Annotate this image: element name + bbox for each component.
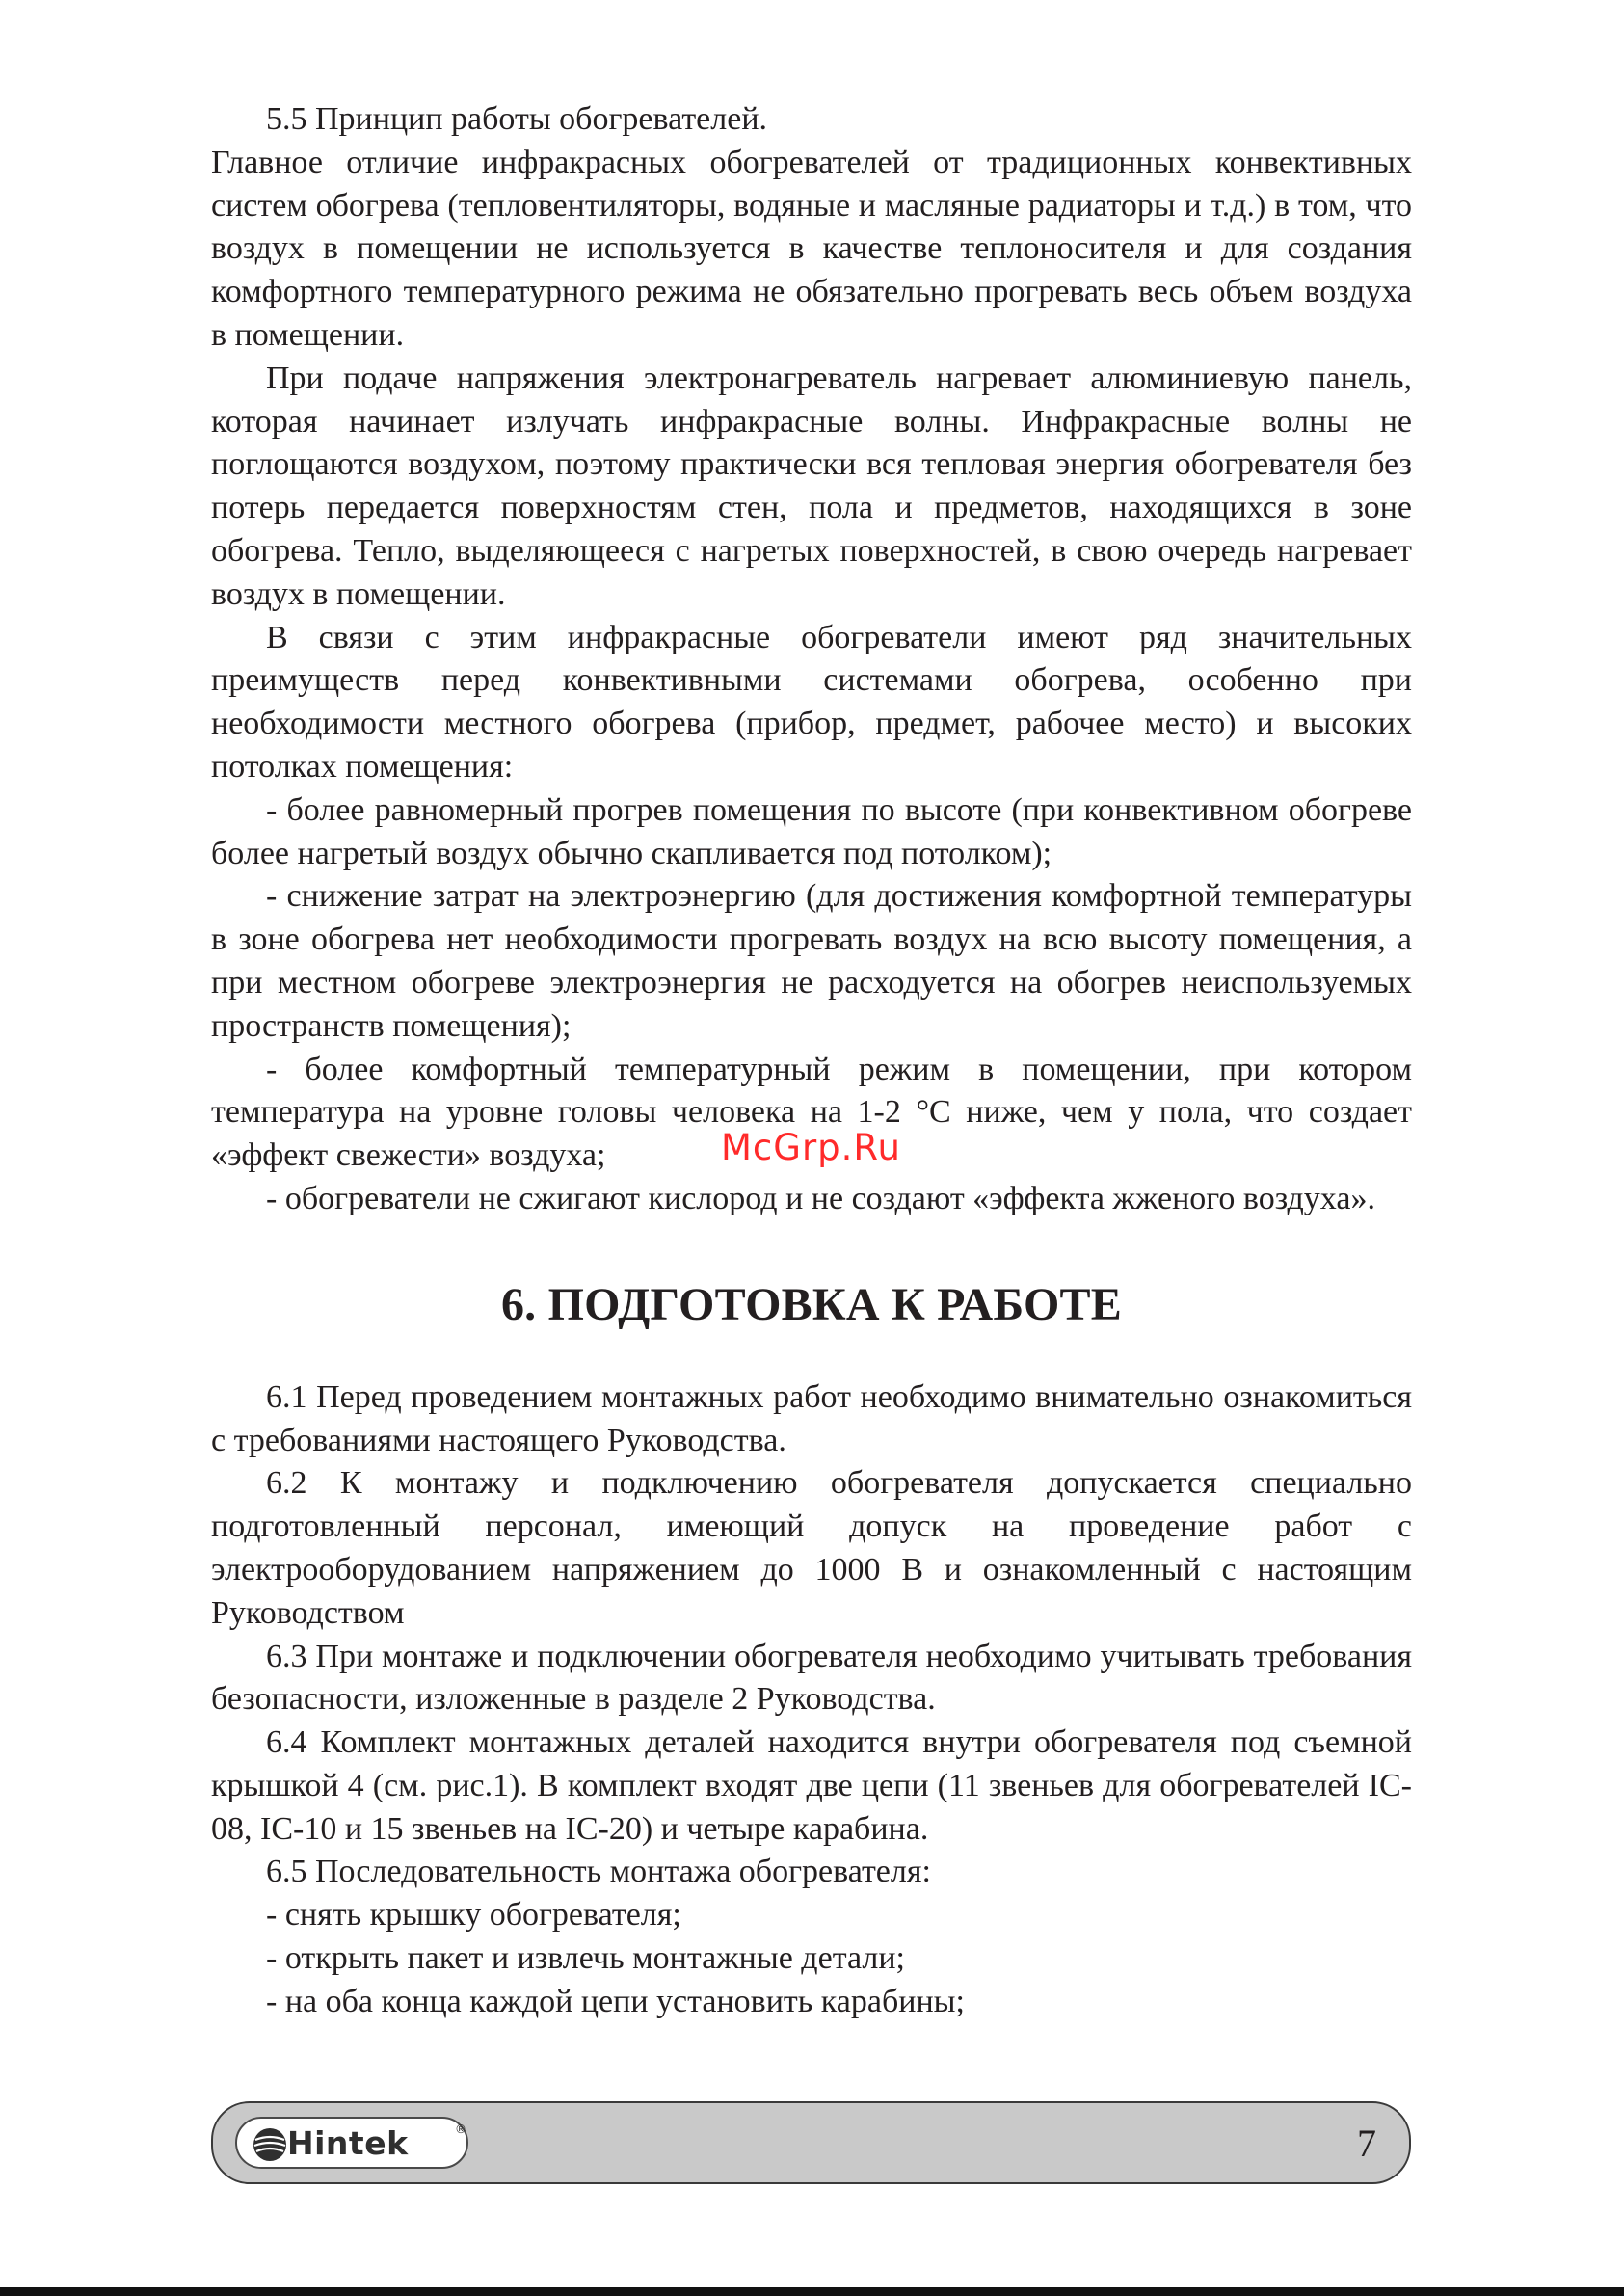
brand-logo — [235, 2117, 468, 2169]
globe-icon — [251, 2126, 289, 2163]
paragraph-6-2: 6.2 К монтажу и подключению обогревателя допускается специально подготовленный персонал, имеющий допуск на проведение работ с электрооборудованием напряжением до 1000 В и ознакомленный с настоящим Руководством — [211, 1465, 1412, 1631]
paragraph-6-1: 6.1 Перед проведением монтажных работ необходимо внимательно ознакомиться с требованиями настоящего Руководства. — [211, 1378, 1412, 1458]
paragraph-6-3: 6.3 При монтаже и подключении обогревателя необходимо учитывать требования безопасности, изложенные в разделе 2 Руководства. — [211, 1638, 1412, 1718]
registered-mark: ® — [455, 2122, 466, 2136]
paragraph-6-4: 6.4 Комплект монтажных деталей находится внутри обогревателя под съемной крышкой 4 (см. рис.1). В комплект входят две цепи (11 звеньев для обогревателей IC-08, IC-10 и 15 звеньев на IC-20) и четыре карабина. — [211, 1724, 1412, 1847]
brand-name: Hintek — [287, 2124, 409, 2162]
paragraph-main-difference: Главное отличие инфракрасных обогревателей от традиционных конвективных систем обогрева (тепловентиляторы, водяные и масляные радиаторы и т.д.) в том, что воздух в помещении не используется в качестве теплоносителя и для создания комфортного температурного режима не обязательно прогревать весь объем воздуха в помещении. — [211, 144, 1412, 353]
paragraph-operating-principle: При подаче напряжения электронагреватель нагревает алюминиевую панель, которая начинает излучать инфракрасные волны. Инфракрасные волны не поглощаются воздухом, поэтому практически вся тепловая энергия обогревателя без потерь передается поверхностям стен, пола и предметов, находящихся в зоне обогрева. Тепло, выделяющееся с нагретых поверхностей, в свою очередь нагревает воздух в помещении. — [211, 360, 1412, 612]
advantage-list-item: - более комфортный температурный режим в помещении, при котором температура на уровне головы человека на 1-2 °С ниже, чем у пола, что создает «эффект свежести» воздуха; — [211, 1051, 1412, 1174]
document-body — [211, 98, 1412, 2024]
mounting-step: - на оба конца каждой цепи установить карабины; — [266, 1983, 965, 2019]
watermark-text: McGrp.Ru — [721, 1127, 901, 1168]
advantage-list-item: - более равномерный прогрев помещения по высоте (при конвективном обогреве более нагретый воздух обычно скапливается под потолком); — [211, 791, 1412, 871]
subsection-heading-5-5: 5.5 Принцип работы обогревателей. — [266, 101, 768, 137]
advantage-list-item: - снижение затрат на электроэнергию (для достижения комфортной температуры в зоне обогрева нет необходимости прогревать воздух на всю высоту помещения, а при местном обогреве электроэнергия не расходуется на обогрев неиспользуемых пространств помещения); — [211, 878, 1412, 1044]
advantage-list-item: - обогреватели не сжигают кислород и не создают «эффекта жженого воздуха». — [266, 1180, 1375, 1216]
bottom-divider — [0, 2287, 1624, 2296]
paragraph-advantages-intro: В связи с этим инфракрасные обогреватели имеют ряд значительных преимуществ перед конвективными системами обогрева, особенно при необходимости местного обогрева (прибор, предмет, рабочее место) и высоких потолках помещения: — [211, 619, 1412, 785]
page-footer — [211, 2101, 1411, 2184]
paragraph-6-5: 6.5 Последовательность монтажа обогревателя: — [266, 1854, 931, 1890]
mounting-step: - снять крышку обогревателя; — [266, 1897, 681, 1934]
section-title-6: 6. ПОДГОТОВКА К РАБОТЕ — [500, 1278, 1122, 1330]
mounting-step: - открыть пакет и извлечь монтажные детали; — [266, 1940, 905, 1977]
page-number: 7 — [1357, 2122, 1376, 2165]
